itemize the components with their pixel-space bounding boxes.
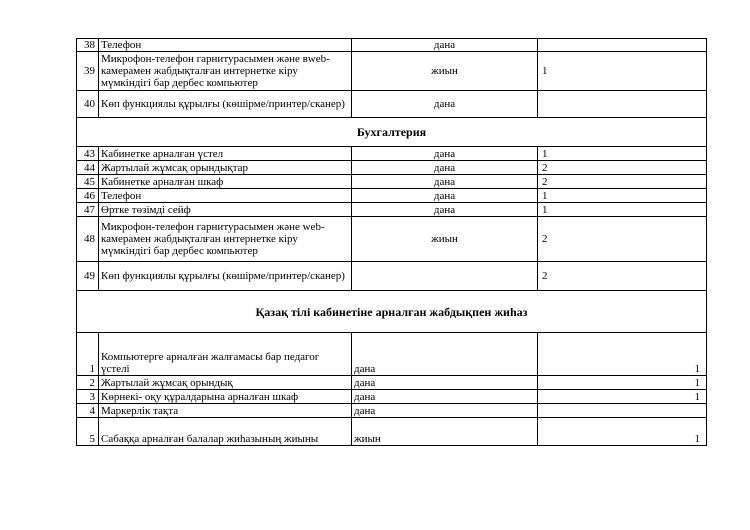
row-number: 43 <box>77 147 99 161</box>
item-unit <box>352 262 538 291</box>
item-unit: жиын <box>352 418 538 446</box>
item-quantity: 1 <box>538 147 707 161</box>
table-row <box>77 161 707 175</box>
table-row <box>77 39 707 52</box>
table-row <box>77 203 707 217</box>
item-unit: дана <box>352 39 538 52</box>
item-name: Телефон <box>99 39 352 52</box>
item-name: Жартылай жұмсақ орындық <box>99 376 352 390</box>
equipment-table <box>76 38 707 446</box>
item-name: Өртке төзімді сейф <box>99 203 352 217</box>
row-number: 45 <box>77 175 99 189</box>
row-number: 49 <box>77 262 99 291</box>
item-unit: дана <box>352 91 538 118</box>
table-row <box>77 262 707 291</box>
item-quantity: 2 <box>538 175 707 189</box>
item-quantity: 2 <box>538 161 707 175</box>
item-name: Сабаққа арналған балалар жиһазының жиыны <box>99 418 352 446</box>
row-number: 44 <box>77 161 99 175</box>
section-title-kazakh-room: Қазақ тілі кабинетіне арналған жабдықпен жиһаз <box>77 291 707 333</box>
item-name: Телефон <box>99 189 352 203</box>
item-quantity: 1 <box>538 333 707 376</box>
item-quantity: 1 <box>538 52 707 91</box>
table-row <box>77 390 707 404</box>
section-header-row <box>77 291 707 333</box>
table-row <box>77 404 707 418</box>
item-unit: дана <box>352 147 538 161</box>
row-number: 46 <box>77 189 99 203</box>
table-row <box>77 217 707 262</box>
row-number: 40 <box>77 91 99 118</box>
item-quantity: 2 <box>538 262 707 291</box>
table-row <box>77 333 707 376</box>
item-quantity: 2 <box>538 217 707 262</box>
item-name: Көрнекі- оқу құралдарына арналған шкаф <box>99 390 352 404</box>
item-name: Кабинетке арналған шкаф <box>99 175 352 189</box>
table-row <box>77 376 707 390</box>
item-name: Жартылай жұмсақ орындықтар <box>99 161 352 175</box>
item-name: Компьютерге арналған жалғамасы бар педагог үстелі <box>99 333 352 376</box>
row-number: 3 <box>77 390 99 404</box>
row-number: 38 <box>77 39 99 52</box>
item-unit: дана <box>352 376 538 390</box>
item-quantity: 1 <box>538 390 707 404</box>
item-quantity: 1 <box>538 203 707 217</box>
row-number: 1 <box>77 333 99 376</box>
section-header-row <box>77 118 707 147</box>
row-number: 2 <box>77 376 99 390</box>
table-row <box>77 175 707 189</box>
row-number: 48 <box>77 217 99 262</box>
item-name: Кабинетке арналған үстел <box>99 147 352 161</box>
item-quantity: 1 <box>538 376 707 390</box>
table-row <box>77 418 707 446</box>
item-unit: дана <box>352 404 538 418</box>
table-row <box>77 189 707 203</box>
item-unit: дана <box>352 175 538 189</box>
item-name: Көп функциялы құрылғы (көшірме/принтер/сканер) <box>99 91 352 118</box>
item-unit: дана <box>352 390 538 404</box>
row-number: 4 <box>77 404 99 418</box>
item-unit: жиын <box>352 217 538 262</box>
item-unit: дана <box>352 161 538 175</box>
section-title-accounting: Бухгалтерия <box>77 118 707 147</box>
item-name: Маркерлік тақта <box>99 404 352 418</box>
row-number: 39 <box>77 52 99 91</box>
item-quantity <box>538 404 707 418</box>
table-row <box>77 91 707 118</box>
table-row <box>77 147 707 161</box>
table-row <box>77 52 707 91</box>
item-unit: жиын <box>352 52 538 91</box>
item-quantity: 1 <box>538 418 707 446</box>
item-name: Көп функциялы құрылғы (көшірме/принтер/сканер) <box>99 262 352 291</box>
row-number: 47 <box>77 203 99 217</box>
row-number: 5 <box>77 418 99 446</box>
item-unit: дана <box>352 333 538 376</box>
item-name: Микрофон-телефон гарнитурасымен және web-камерамен жабдықталған интернетке кіру мүмкіндігі бар дербес компьютер <box>99 217 352 262</box>
item-unit: дана <box>352 203 538 217</box>
item-quantity: 1 <box>538 189 707 203</box>
item-quantity <box>538 39 707 52</box>
item-quantity <box>538 91 707 118</box>
item-name: Микрофон-телефон гарнитурасымен және вweb-камерамен жабдықталған интернетке кіру мүмкіндігі бар дербес компьютер <box>99 52 352 91</box>
item-unit: дана <box>352 189 538 203</box>
